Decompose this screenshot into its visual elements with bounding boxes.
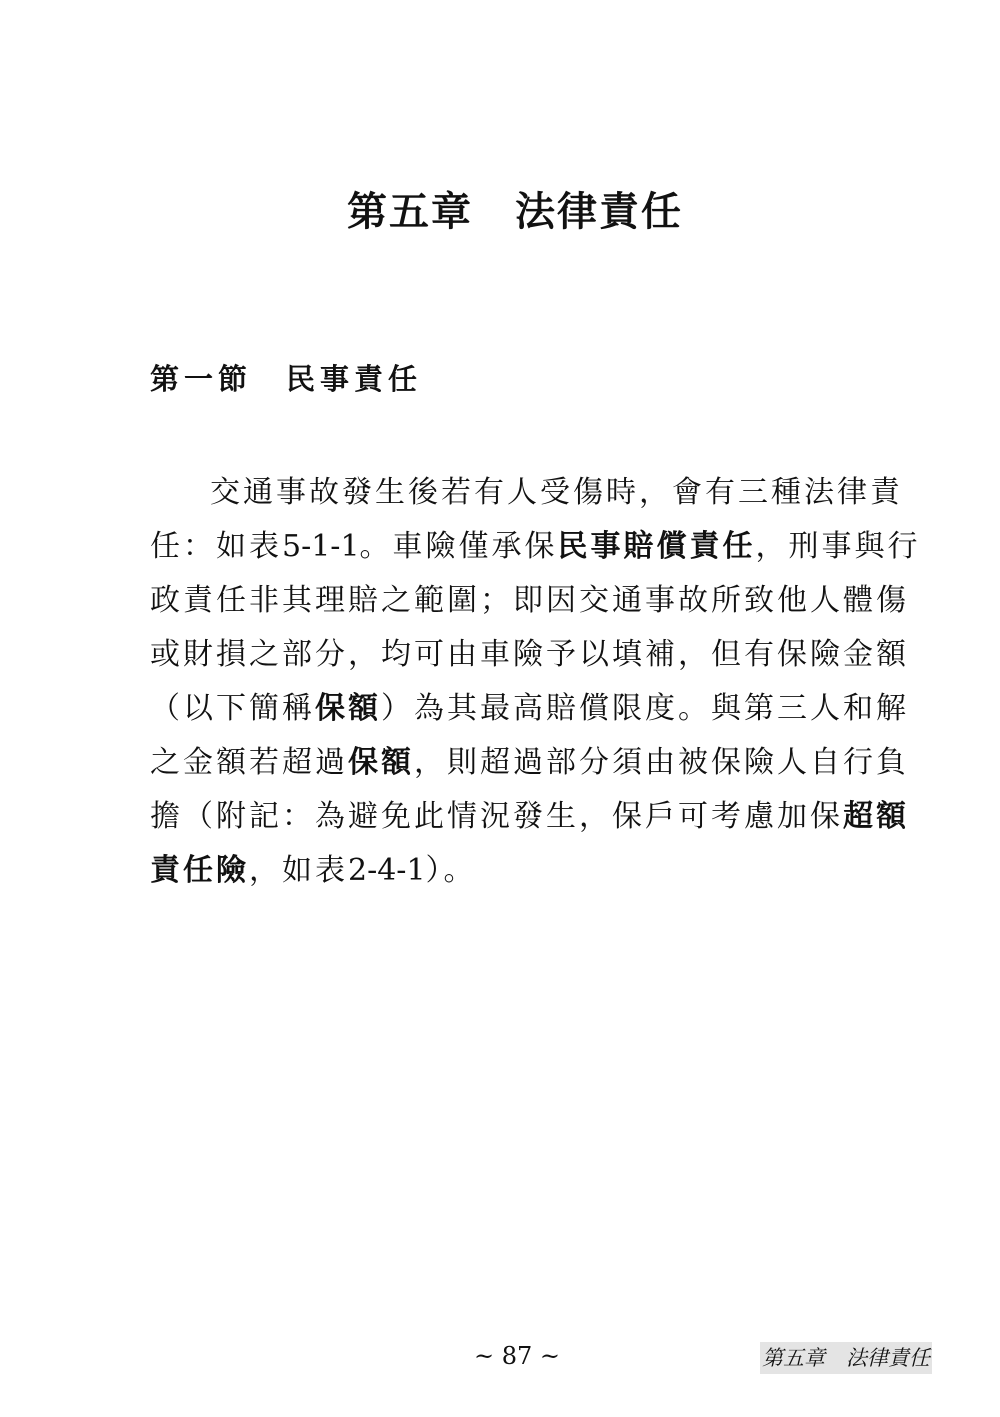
paragraph-line — [150, 790, 909, 844]
section-title: 第一節 民事責任 — [150, 362, 423, 396]
paragraph-text: ）為其最高賠償限度。與第三人和解 — [381, 691, 909, 726]
paragraph-line — [150, 520, 921, 574]
paragraph-line — [150, 466, 903, 520]
emphasis-text: 超額 — [843, 799, 909, 834]
page-number: ~ 87 ~ — [473, 1342, 560, 1370]
chapter-title: 第五章 法律責任 — [347, 189, 683, 235]
paragraph-text: 或財損之部分，均可由車險予以填補，但有保險金額 — [150, 637, 909, 672]
paragraph-text: 政責任非其理賠之範圍；即因交通事故所致他人體傷 — [150, 583, 909, 618]
paragraph-text: ，如表 — [249, 853, 348, 888]
paragraph-text: 之金額若超過 — [150, 745, 348, 780]
emphasis-text: 責任險 — [150, 853, 249, 888]
emphasis-text: 民事賠償責任 — [557, 529, 756, 564]
paragraph-line — [150, 628, 909, 682]
paragraph-text: ，刑事與行 — [755, 529, 921, 564]
paragraph-text: （以下簡稱 — [150, 691, 315, 726]
paragraph-line — [150, 736, 909, 790]
paragraph-text: ，則超過部分須由被保險人自行負 — [414, 745, 909, 780]
emphasis-text: 保額 — [315, 691, 381, 726]
paragraph-text: 擔（附記：為避免此情況發生，保戶可考慮加保 — [150, 799, 843, 834]
paragraph-text: 。車險僅承保 — [359, 529, 558, 564]
paragraph-text: ）。 — [425, 853, 477, 888]
running-footer-chapter-title: 第五章 法律責任 — [760, 1342, 932, 1374]
paragraph-text: 交通事故發生後若有人受傷時，會有三種法律責 — [210, 475, 903, 510]
paragraph-text: 5-1-1 — [282, 529, 360, 564]
paragraph-line — [150, 844, 885, 898]
paragraph-line — [150, 574, 909, 628]
paragraph-text: 任：如表 — [150, 529, 282, 564]
emphasis-text: 保額 — [348, 745, 414, 780]
paragraph-text: 2-4-1 — [348, 853, 426, 888]
body-paragraph — [150, 466, 921, 898]
paragraph-line — [150, 682, 909, 736]
